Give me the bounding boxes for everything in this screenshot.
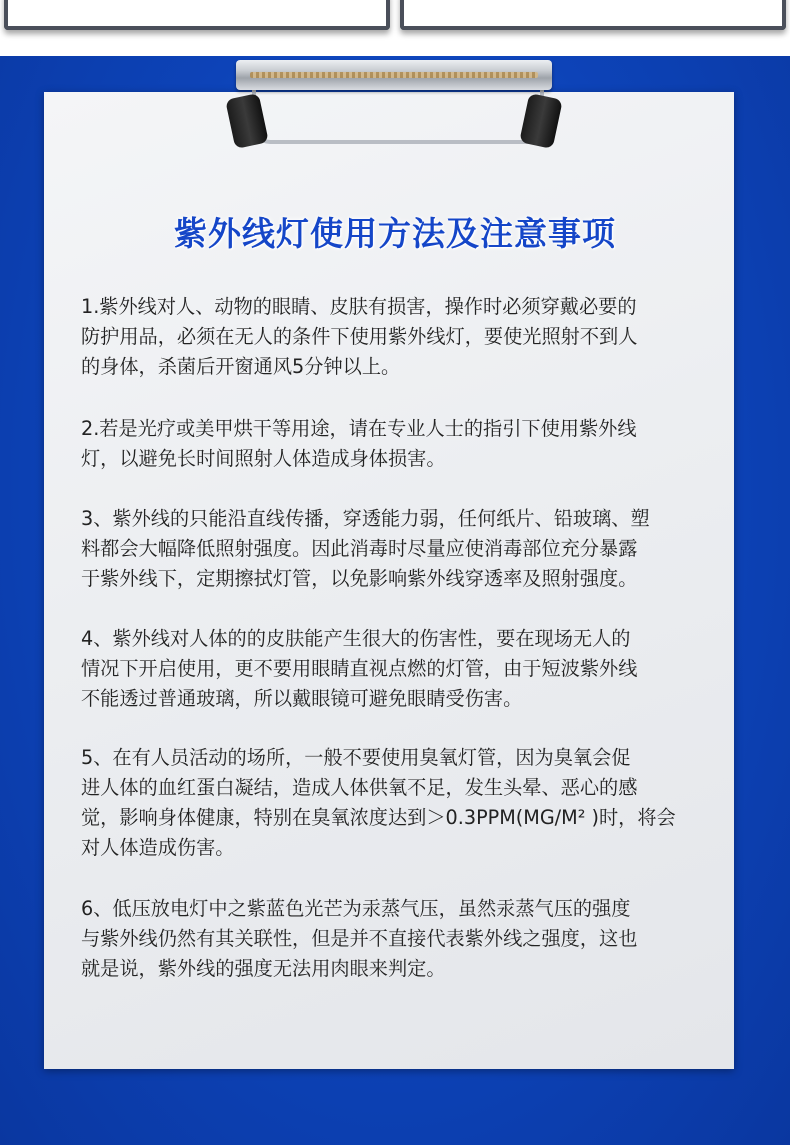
paragraph-1: 1.紫外线对人、动物的眼睛、皮肤有损害，操作时必须穿戴必要的 防护用品，必须在无人的条件下使用紫外线灯，要使光照射不到人 的身体，杀菌后开窗通风5分钟以上。	[81, 295, 638, 378]
paragraph-5: 5、在有人员活动的场所，一般不要使用臭氧灯管，因为臭氧会促 进人体的血红蛋白凝结，造成人体供氧不足，发生头晕、恶心的感 觉，影响身体健康，特别在臭氧浓度达到＞0.3PPM(MG/M² )时，将会 对人体造成伤害。	[81, 746, 676, 859]
card-right	[400, 0, 786, 30]
clipboard-clip-icon	[236, 60, 552, 90]
clip-wire	[252, 84, 544, 144]
paragraph-2: 2.若是光疗或美甲烘干等用途，请在专业人士的指引下使用紫外线 灯，以避免长时间照射人体造成身体损害。	[81, 417, 637, 470]
top-strip	[0, 0, 790, 56]
paragraph-4: 4、紫外线对人体的的皮肤能产生很大的伤害性，要在现场无人的 情况下开启使用，更不要用眼睛直视点燃的灯管，由于短波紫外线 不能透过普通玻璃，所以戴眼镜可避免眼睛受伤害。	[81, 627, 638, 710]
paragraph-6: 6、低压放电灯中之紫蓝色光芒为汞蒸气压，虽然汞蒸气压的强度 与紫外线仍然有其关联性，但是并不直接代表紫外线之强度，这也 就是说，紫外线的强度无法用肉眼来判定。	[81, 897, 638, 980]
card-left	[4, 0, 390, 30]
paragraph-3: 3、紫外线的只能沿直线传播，穿透能力弱，任何纸片、铅玻璃、塑 料都会大幅降低照射强度。因此消毒时尽量应使消毒部位充分暴露 于紫外线下，定期擦拭灯管，以免影响紫外线穿透率及照射强度。	[81, 507, 650, 590]
page-title: 紫外线灯使用方法及注意事项	[174, 214, 616, 253]
